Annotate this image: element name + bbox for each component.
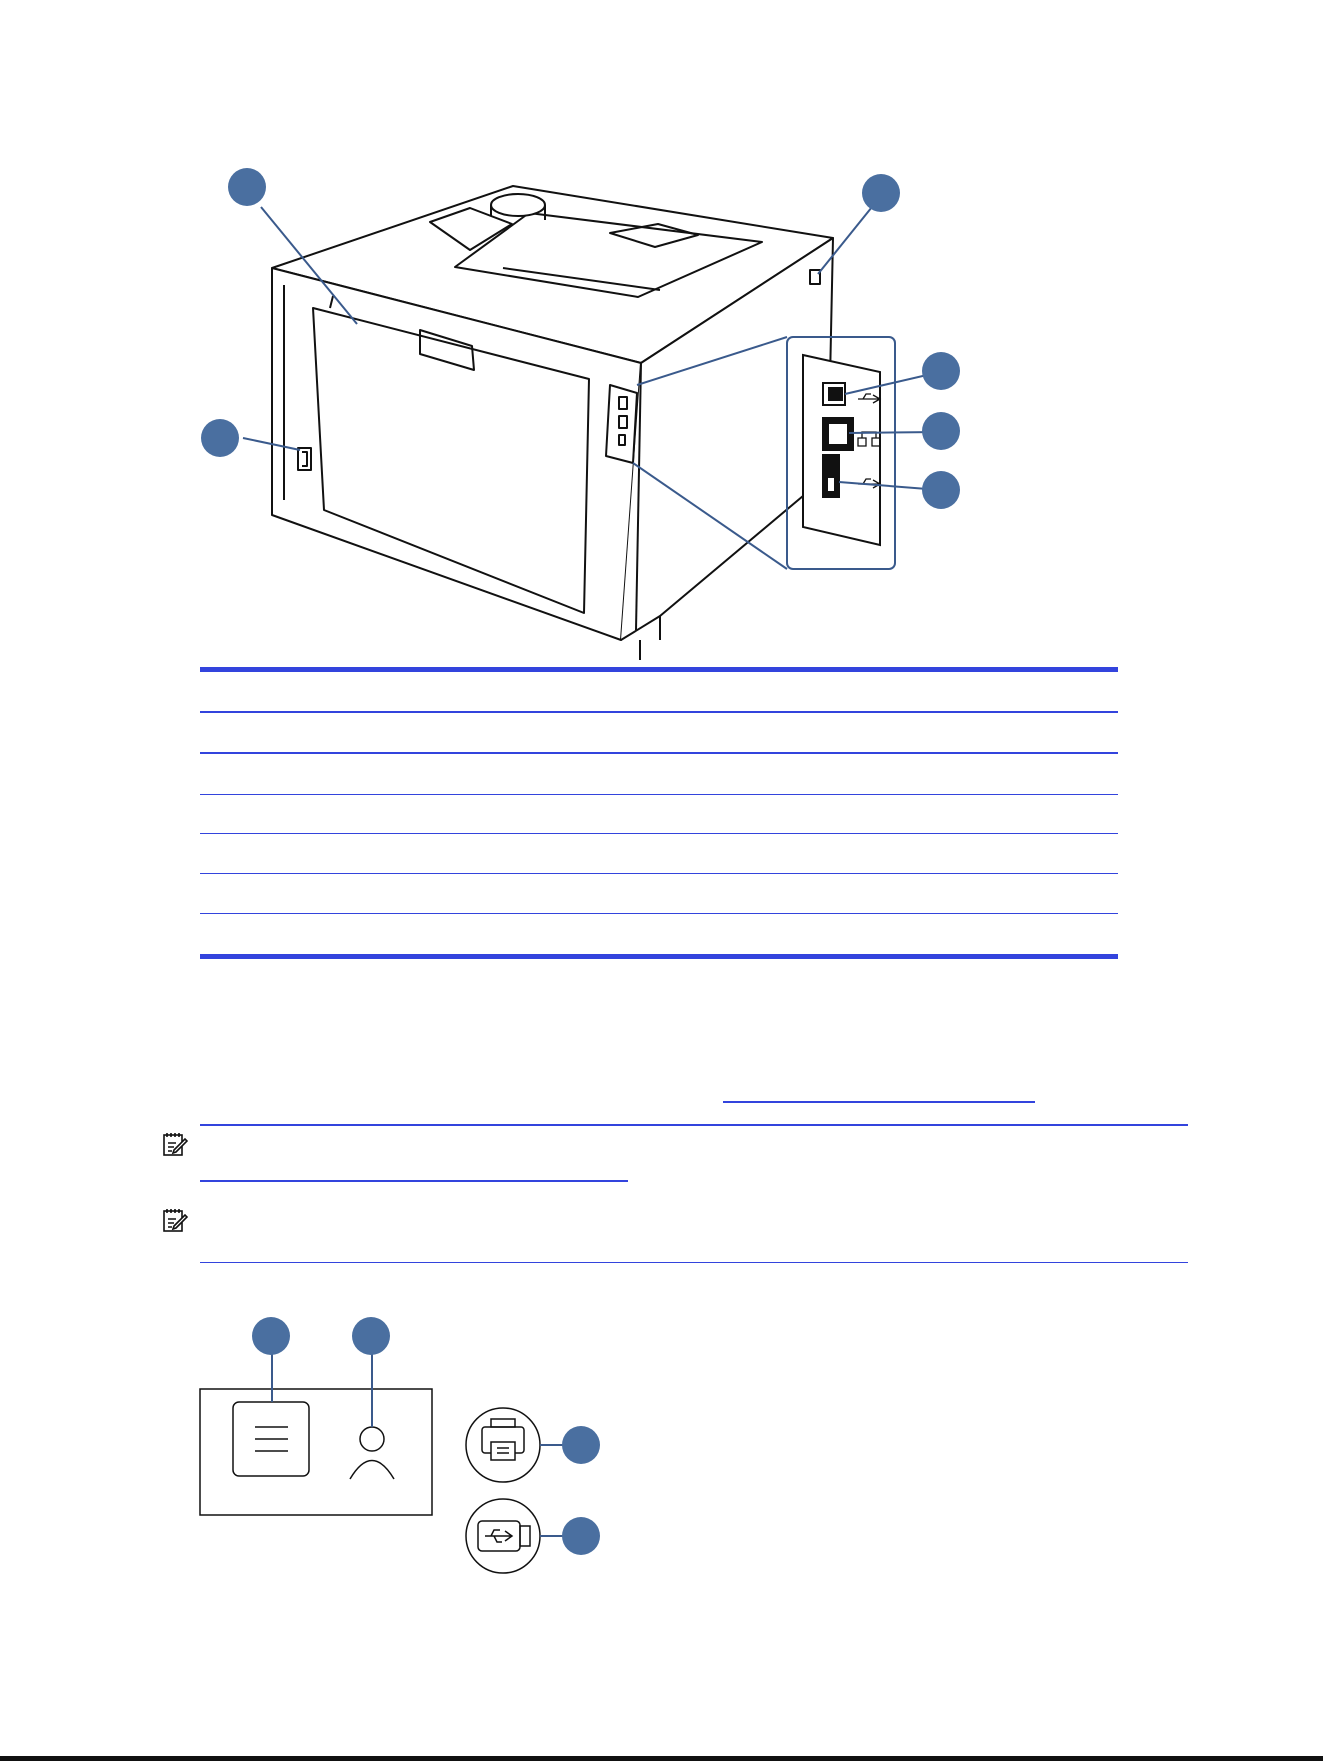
rear-callout-5	[922, 412, 960, 450]
panel-callout-usb	[562, 1517, 600, 1555]
rear-callout-3	[201, 419, 239, 457]
rear-callout-4	[922, 352, 960, 390]
table-row-rule	[200, 833, 1118, 834]
printer-rear-view-figure	[190, 160, 990, 660]
panel-callout-document	[252, 1317, 290, 1355]
rear-callout-6	[922, 471, 960, 509]
note-icon	[162, 1207, 188, 1233]
table-row-rule	[200, 794, 1118, 795]
panel-callout-printer	[562, 1426, 600, 1464]
table-row-rule	[200, 913, 1118, 914]
hyperlink-underline[interactable]	[200, 1180, 628, 1182]
table-row-rule	[200, 873, 1118, 874]
page-bottom-rule	[0, 1756, 1323, 1761]
note-icon	[162, 1131, 188, 1157]
rear-callout-2	[862, 174, 900, 212]
panel-callout-user	[352, 1317, 390, 1355]
section-divider	[200, 1262, 1188, 1263]
control-panel-figure	[195, 1320, 615, 1580]
table-bottom-rule	[200, 954, 1118, 959]
table-row-rule	[200, 752, 1118, 754]
hyperlink-underline[interactable]	[723, 1101, 1035, 1103]
table-top-rule	[200, 667, 1118, 672]
hyperlink-underline[interactable]	[200, 1124, 1188, 1126]
rear-callout-1	[228, 168, 266, 206]
table-header-rule	[200, 711, 1118, 713]
